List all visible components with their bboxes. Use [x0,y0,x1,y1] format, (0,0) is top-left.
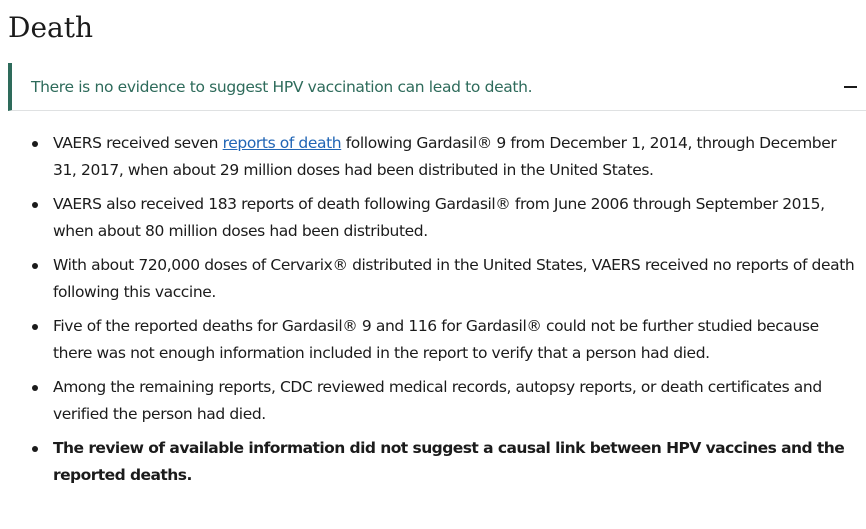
bullet-list [28,130,860,496]
list-item-text: Among the remaining reports, CDC reviewed medical records, autopsy reports, or death certificates and verified the person had died. [53,378,822,423]
list-item [28,313,860,367]
list-item-text: VAERS received seven [53,134,223,152]
list-item-text: With about 720,000 doses of Cervarix® distributed in the United States, VAERS received no reports of death following this vaccine. [53,256,855,301]
accordion-title[interactable]: There is no evidence to suggest HPV vaccination can lead to death. [31,77,533,96]
list-item [28,191,860,245]
list-item [28,374,860,428]
bullet-dot-icon [32,385,38,391]
accordion-header[interactable] [8,63,866,111]
bullet-dot-icon [32,202,38,208]
list-item [28,252,860,306]
page-title: Death [8,11,93,44]
list-item [28,435,860,489]
list-item-text: following Gardasil® 9 from December 1, 2014, through December 31, 2017, when about 29 million doses had been distributed in the United States. [53,134,837,179]
reports-of-death-link[interactable]: reports of death [222,134,342,152]
list-item [28,130,860,184]
list-item-text: VAERS also received 183 reports of death following Gardasil® from June 2006 through September 2015, when about 80 million doses had been distributed. [53,195,825,240]
bullet-dot-icon [32,141,38,147]
list-item-text: The review of available information did not suggest a causal link between HPV vaccines and the reported deaths. [53,439,845,484]
collapse-icon[interactable] [844,86,857,88]
bullet-dot-icon [32,446,38,452]
bullet-dot-icon [32,263,38,269]
bullet-dot-icon [32,324,38,330]
list-item-text: Five of the reported deaths for Gardasil® 9 and 116 for Gardasil® could not be further studied because there was not enough information included in the report to verify that a person had died. [53,317,819,362]
